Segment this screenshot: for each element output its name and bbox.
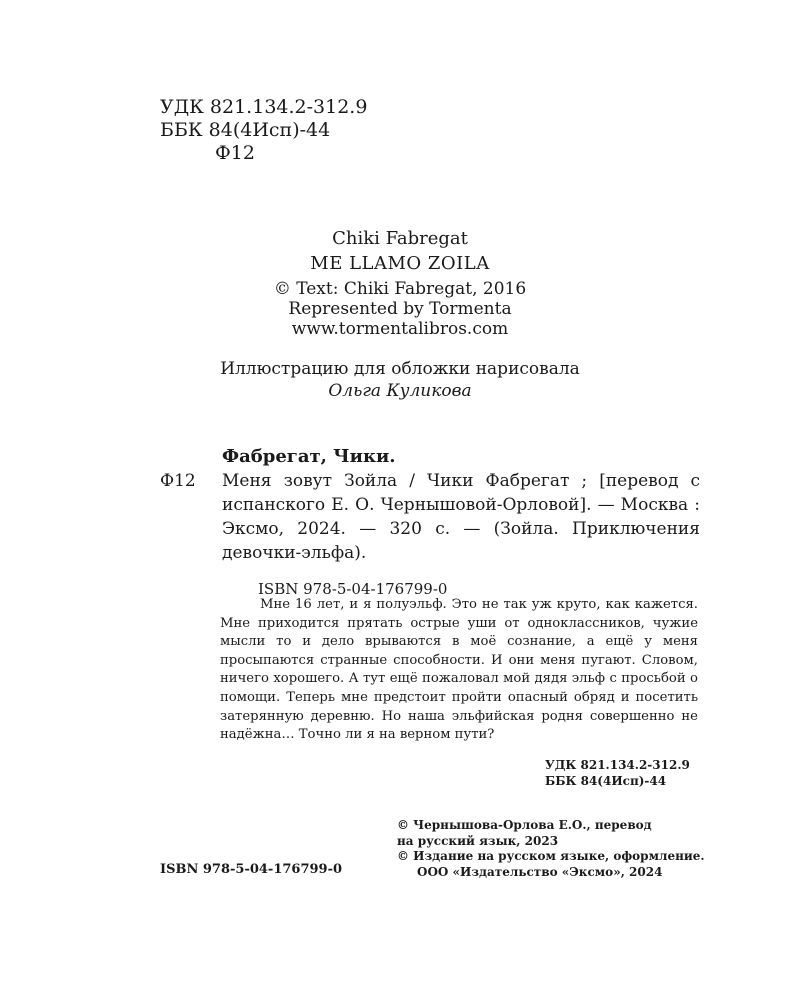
classification-codes — [160, 96, 367, 165]
annotation-udk: УДК 821.134.2-312.9 — [545, 758, 690, 772]
footer-isbn: ISBN 978-5-04-176799-0 — [160, 862, 343, 877]
illustration-credit — [0, 358, 800, 402]
agency-line: Represented by Tormenta — [288, 299, 512, 319]
catalog-record — [160, 445, 700, 601]
illustrator-name: Ольга Куликова — [328, 381, 472, 401]
edition-copyright-line2: ООО «Издательство «Эксмо», 2024 — [417, 864, 663, 879]
original-edition-info — [0, 228, 800, 339]
catalog-author: Фабрегат, Чики. — [222, 446, 396, 467]
translation-copyright-line2: на русский язык, 2023 — [397, 833, 559, 848]
edition-copyright-line1: © Издание на русском языке, оформление. — [397, 849, 705, 863]
catalog-isbn: ISBN 978-5-04-176799-0 — [258, 580, 448, 598]
original-title: ME LLAMO ZOILA — [310, 253, 490, 274]
annotation — [220, 596, 698, 745]
annotation-bbk: ББК 84(4Исп)-44 — [545, 774, 667, 788]
illustration-credit-text: Иллюстрацию для обложки нарисовала — [220, 359, 580, 379]
catalog-author-mark: Ф12 — [160, 471, 196, 491]
annotation-text: Мне 16 лет, и я полуэльф. Это не так уж круто, как кажется. Мне приходится прятать острые уши от одноклассников, чужие мысли то и дело врываются в моё сознание, а ещё у меня просыпаются странные способности. И они меня пугают. Словом, ничего хорошего. А тут ещё пожаловал мой дядя эльф с просьбой о помощи. Теперь мне предстоит пройти опасный обряд и посетить затерянную деревню. Но наша эльфийская родня совершенно не надёжна… Точно ли я на верном пути? — [220, 597, 698, 743]
agency-website: www.tormentalibros.com — [291, 319, 509, 339]
copyright-notices — [397, 818, 705, 880]
author-mark: Ф12 — [215, 142, 255, 164]
translation-copyright-line1: © Чернышова-Орлова Е.О., перевод — [397, 818, 652, 832]
catalog-description: Меня зовут Зойла / Чики Фабрегат ; [перевод с испанского Е. О. Чернышовой-Орловой]. — Москва : Эксмо, 2024. — 320 с. — (Зойла. Приключения девочки-эльфа). — [222, 471, 700, 563]
udk-code: УДК 821.134.2-312.9 — [160, 96, 368, 118]
original-author: Chiki Fabregat — [332, 228, 468, 249]
annotation-codes — [545, 757, 690, 789]
bbk-code: ББК 84(4Исп)-44 — [160, 119, 331, 141]
original-copyright: © Text: Chiki Fabregat, 2016 — [273, 279, 527, 299]
